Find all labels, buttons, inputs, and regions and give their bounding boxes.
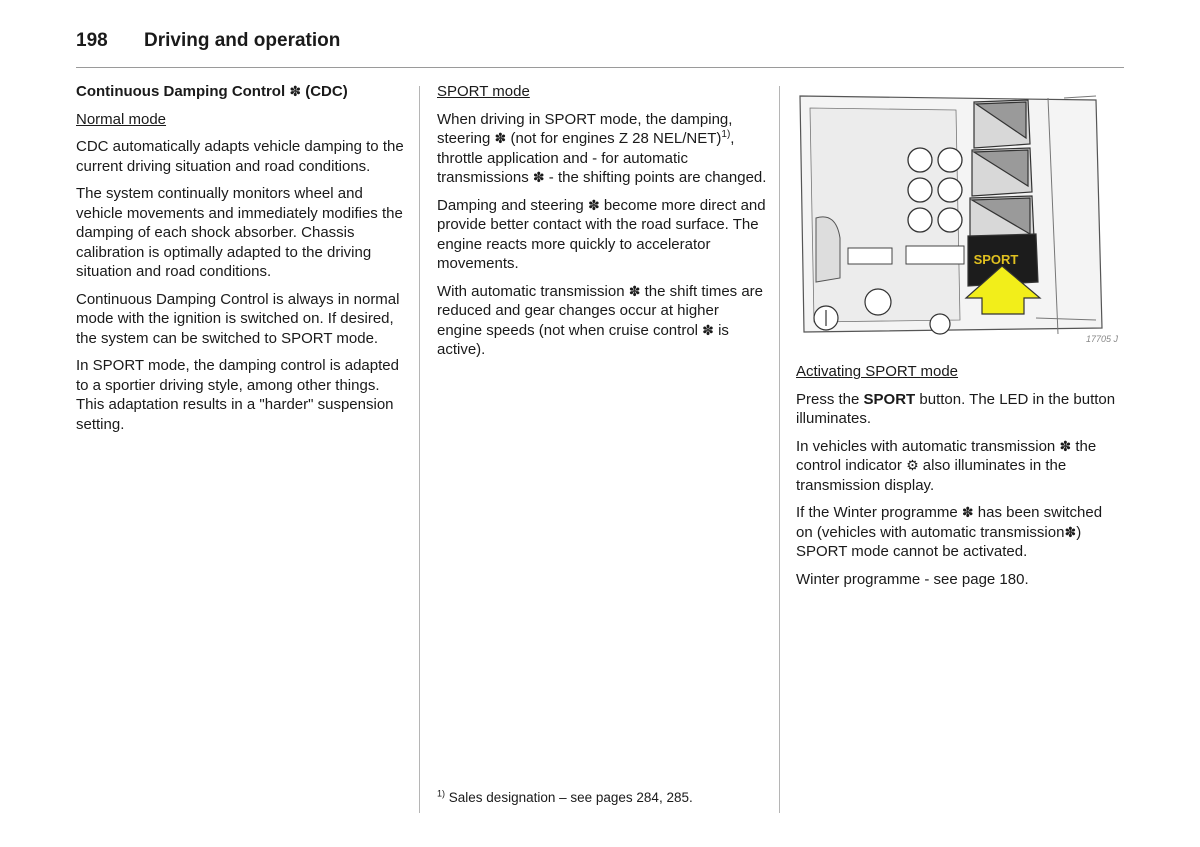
sport-mode-subheading: SPORT mode [437,83,530,100]
option-mark-icon: ✽ [494,130,507,146]
option-mark-icon: ✽ [961,504,974,520]
activating-sport-subheading: Activating SPORT mode [796,363,959,380]
paragraph: CDC automatically adapts vehicle damping to the current driving situation and road conditions. [76,138,404,175]
paragraph: When driving in SPORT mode, the damping, steering ✽ (not for engines Z 28 NEL/NET)$^{1)}$, throttle application and - for automatic transmissions ✽ - the shifting points are changed. [437,110,767,186]
column-1 [76,82,406,442]
column-divider-1 [419,86,420,813]
paragraph: Continuous Damping Control is always in normal mode with the ignition is switched on. If desired, the system can be switched to SPORT mode. [76,290,400,347]
option-mark-icon: ✽ [532,169,545,185]
column-divider-2 [779,86,780,813]
option-mark-icon: ✽ [289,83,302,99]
normal-mode-subheading: Normal mode [76,110,167,128]
paragraph: With automatic transmission ✽ the shift times are reduced and gear changes occur at higher engine speeds (not when cruise control ✽ is active). [437,282,764,358]
paragraph: If the Winter programme ✽ has been switched on (vehicles with automatic transmission✽) SPORT mode cannot be activated. [796,504,1103,560]
paragraph: Press the SPORT button. The LED in the button illuminates. [796,390,1116,427]
column-3 [796,362,1121,597]
paragraph: Damping and steering ✽ become more direct and provide better contact with the road surface. The engine reacts more quickly to accelerator movements. [437,196,766,272]
option-mark-icon: ✽ [1064,523,1077,540]
dashboard-drawing [796,88,1126,348]
page-header [76,28,1124,68]
footnote-text: Sales designation – see pages 284, 285. [448,790,693,805]
cdc-heading: Continuous Damping Control ✽ (CDC) [76,83,348,100]
option-mark-icon: ✽ [702,321,714,338]
footnote-mark: 1) [437,788,446,799]
footnote-ref: 1) [721,129,731,140]
figure-reference: 17705 J [1085,334,1118,344]
page-number: 198 [76,30,108,51]
section-title: Driving and operation [144,30,341,51]
column-2 [437,82,767,368]
paragraph: The system continually monitors wheel and vehicle movements and immediately modifies the damping of each shock absorber. Chassis calibration is optimally adapted to the driving situation and road conditions. [76,185,403,280]
paragraph: In SPORT mode, the damping control is adapted to a sportier driving style, among other things. This adaptation results in a "harder" suspension setting. [76,357,399,433]
option-mark-icon: ✽ [1059,437,1072,454]
sport-button-label: SPORT [973,252,1019,267]
sport-keyword: SPORT [863,390,916,408]
footnote [437,790,767,805]
header-rule [76,67,1124,68]
option-mark-icon: ✽ [587,196,600,213]
option-mark-icon: ✽ [628,282,641,299]
paragraph: In vehicles with automatic transmission ✽ the control indicator ⚙ also illuminates in the transmission display. [796,437,1097,494]
paragraph: Winter programme - see page 180. [796,570,1029,588]
sport-button-illustration [796,88,1126,348]
control-indicator-icon: ⚙ [906,457,919,473]
